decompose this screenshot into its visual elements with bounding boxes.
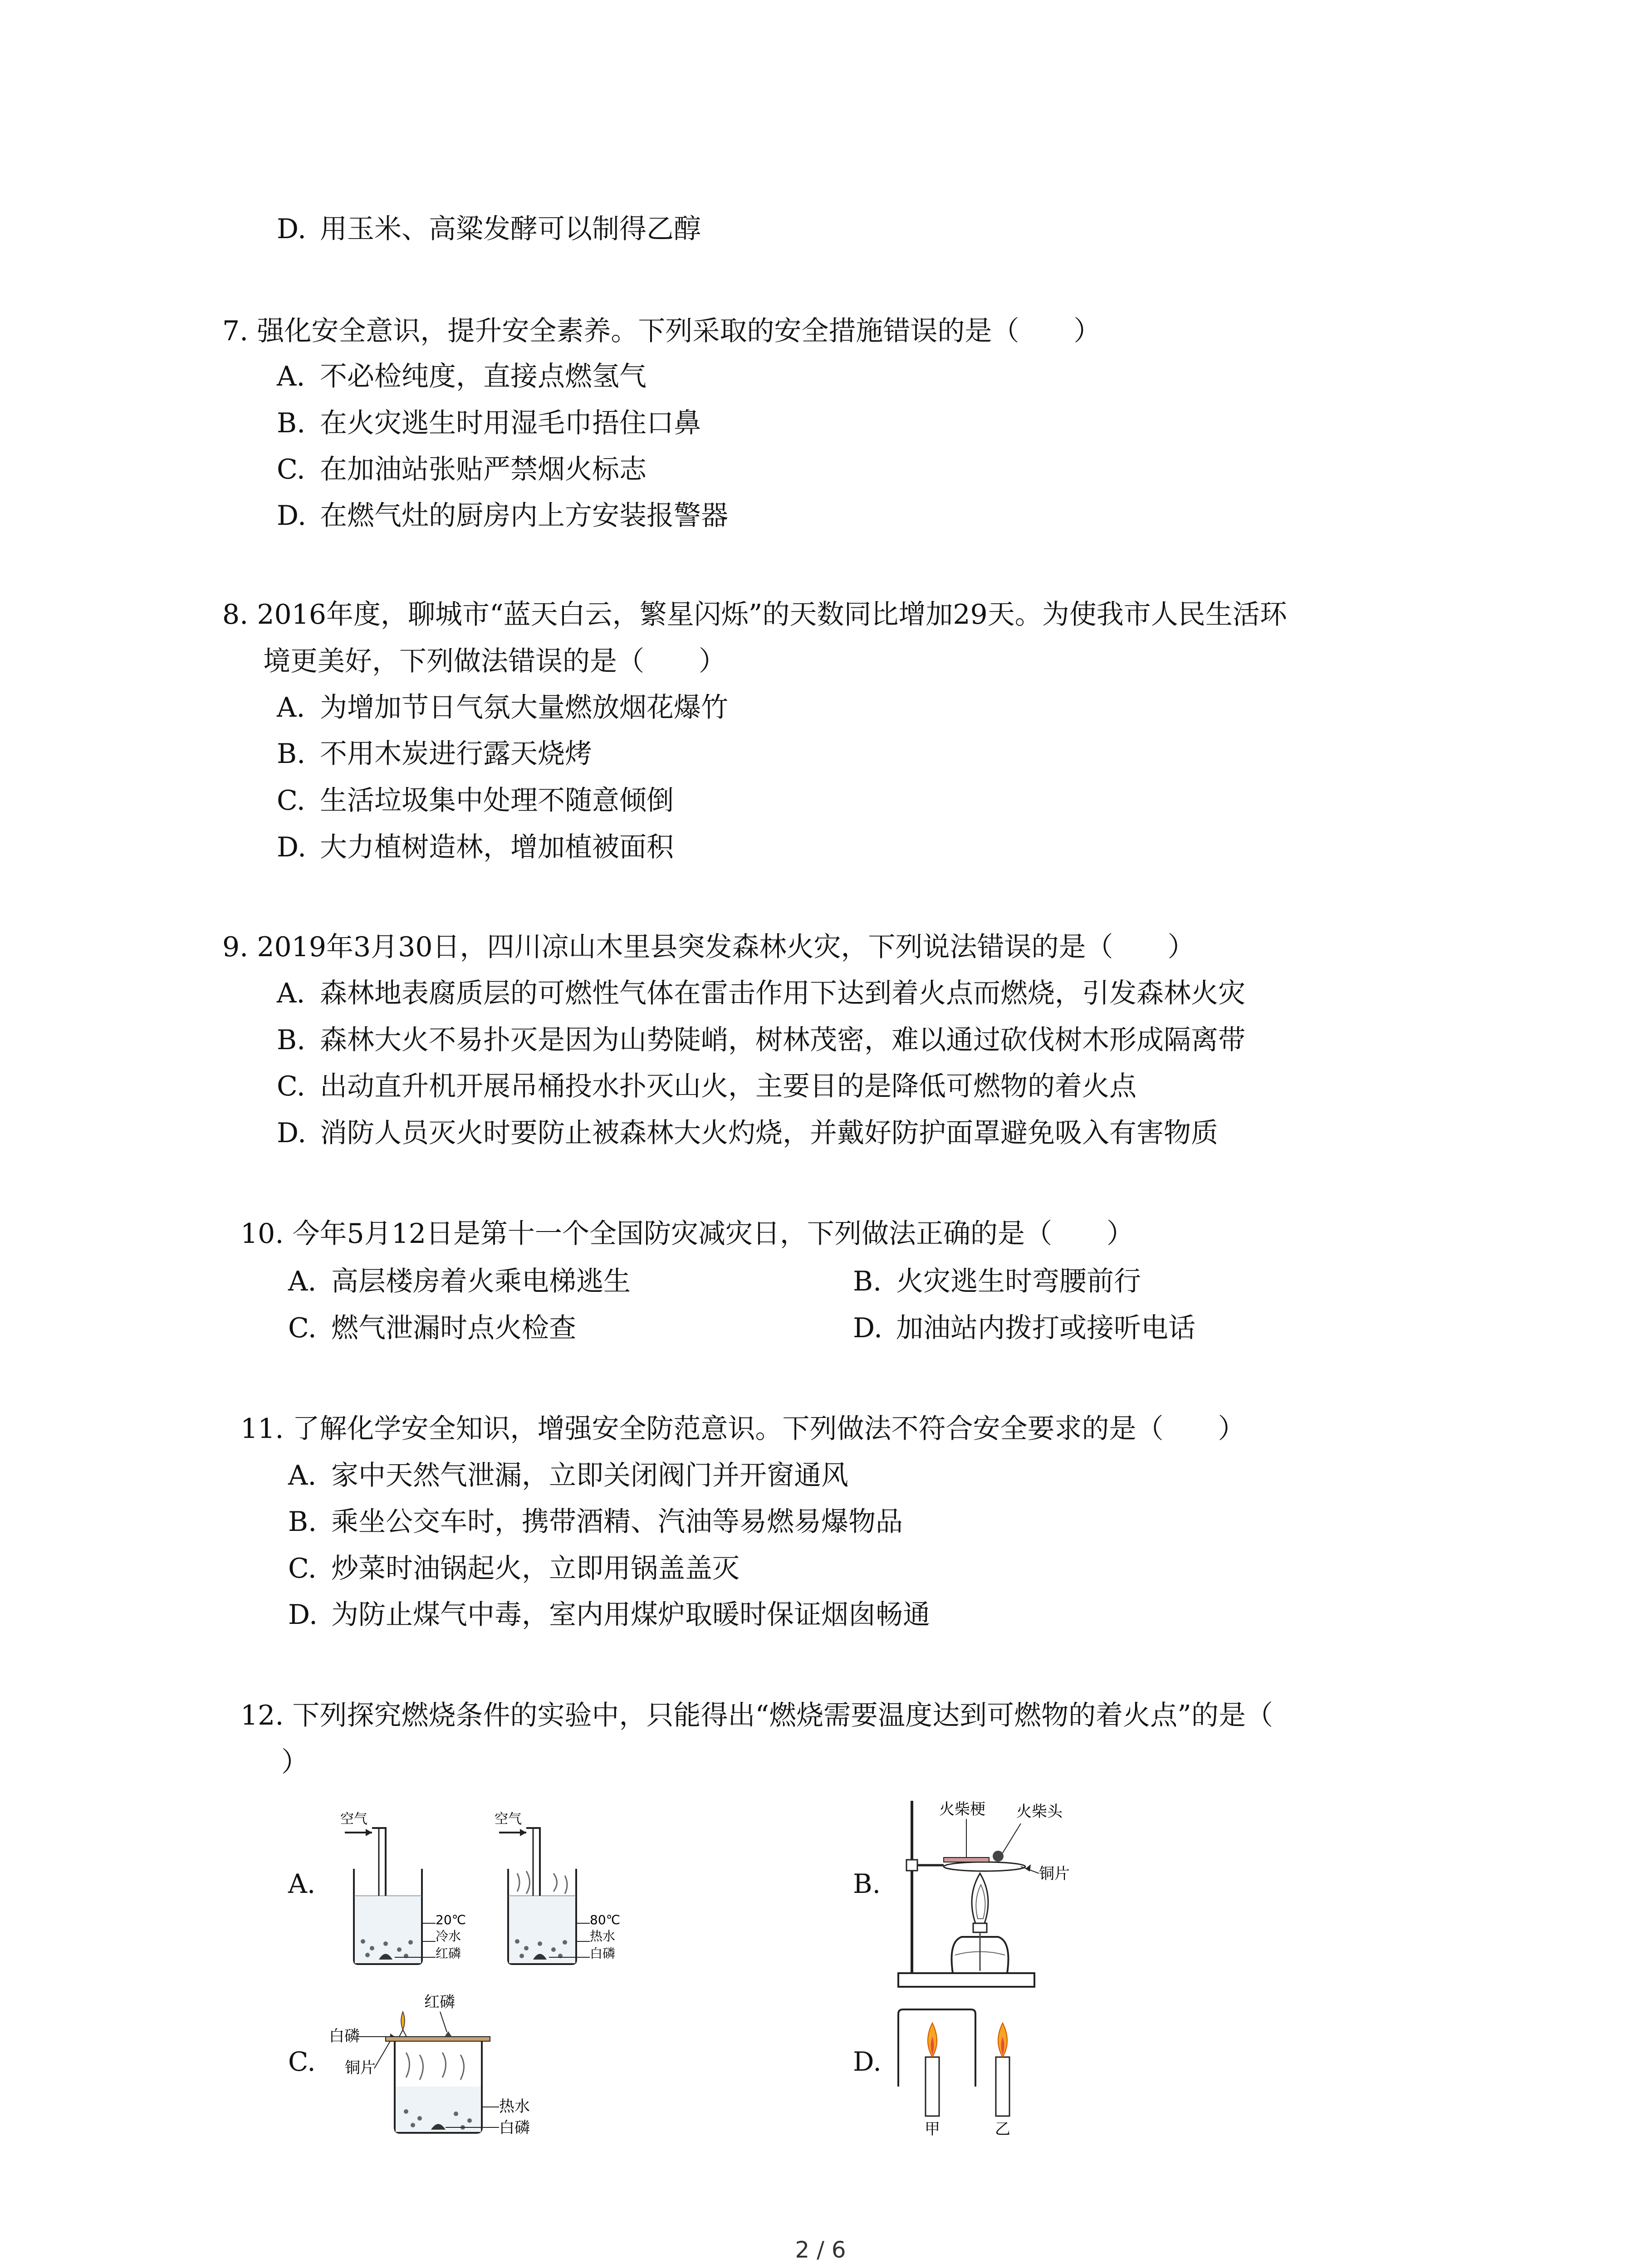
option-letter: A. (277, 692, 305, 723)
q8-option-c (277, 782, 674, 819)
water-label-1: 冷水 (436, 1929, 461, 1944)
q8-stem-line1: 8. 2016年度，聊城市“蓝天白云，繁星闪烁”的天数同比增加29天。为使我市人民生活环 (222, 599, 1287, 631)
hot-water-label-c: 热水 (499, 2097, 530, 2116)
option-letter: B. (853, 1266, 882, 1297)
q10-stem: 10. 今年5月12日是第十一个全国防灾减灾日，下列做法正确的是（ ） (240, 1218, 1134, 1250)
q11-stem: 11. 了解化学安全知识，增强安全防范意识。下列做法不符合安全要求的是（ ） (240, 1413, 1245, 1445)
option-text: 在燃气灶的厨房内上方安装报警器 (320, 500, 728, 532)
option-text: 为增加节日气氛大量燃放烟花爆竹 (320, 692, 728, 723)
option-text: 加油站内拨打或接听电话 (896, 1312, 1195, 1344)
q10-option-b (853, 1263, 1141, 1300)
q9-option-d (277, 1115, 1218, 1151)
candle-yi-label: 乙 (995, 2120, 1010, 2136)
option-text: 在火灾逃生时用湿毛巾捂住口鼻 (320, 407, 701, 439)
q8-stem-line2: 境更美好，下列做法错误的是（ ） (263, 645, 726, 677)
phosphorus-label-1: 红磷 (436, 1946, 461, 1961)
option-letter: C. (277, 785, 305, 816)
air-label-1: 空气 (340, 1811, 367, 1827)
option-letter: C. (277, 1070, 305, 1102)
option-letter: D. (277, 213, 307, 245)
option-letter: A. (288, 1266, 317, 1297)
temp-label-1: 20℃ (436, 1912, 466, 1927)
option-text: 不用木炭进行露天烧烤 (320, 738, 592, 770)
q8-option-a (277, 689, 728, 726)
option-letter: D. (853, 1312, 883, 1344)
option-text: 火灾逃生时弯腰前行 (896, 1266, 1141, 1297)
match-stick-label: 火柴梗 (939, 1800, 985, 1818)
option-text: 炒菜时油锅起火，立即用锅盖盖灭 (331, 1553, 740, 1584)
q9-option-c (277, 1068, 1136, 1105)
option-letter: A. (277, 978, 305, 1009)
option-letter: D. (277, 1117, 307, 1149)
copper-plate-label-c: 铜片 (345, 2059, 376, 2077)
q9-option-b (277, 1022, 1245, 1058)
q12-fig-b-letter: B. (853, 1868, 881, 1899)
option-letter: A. (288, 1460, 317, 1491)
option-letter: D. (288, 1599, 318, 1631)
option-letter: C. (288, 1312, 317, 1344)
q12-stem-line1: 12. 下列探究燃烧条件的实验中，只能得出“燃烧需要温度达到可燃物的着火点”的是（ (240, 1700, 1273, 1731)
q9-stem: 9. 2019年3月30日，四川凉山木里县突发森林火灾，下列说法错误的是（ ） (222, 931, 1195, 963)
q12-fig-b-diagram (889, 1792, 1143, 1991)
q10-option-c (288, 1310, 576, 1346)
q10-option-a (288, 1263, 631, 1300)
option-letter: D. (277, 831, 307, 863)
page-number: 2 / 6 (795, 2237, 846, 2263)
white-phosphorus-bottom-label: 白磷 (499, 2119, 530, 2137)
option-letter: C. (288, 1553, 317, 1584)
option-letter: B. (277, 738, 306, 770)
copper-plate-label: 铜片 (1039, 1865, 1070, 1883)
q7-option-c (277, 451, 647, 488)
option-text: 大力植树造林，增加植被面积 (320, 831, 674, 863)
q8-option-b (277, 736, 592, 772)
option-text: 家中天然气泄漏，立即关闭阀门并开窗通风 (331, 1460, 848, 1491)
q6-option-d (277, 211, 701, 247)
option-text: 乘坐公交车时，携带酒精、汽油等易燃易爆物品 (331, 1506, 903, 1538)
option-letter: B. (288, 1506, 317, 1538)
match-head-label: 火柴头 (1016, 1803, 1063, 1821)
option-letter: A. (277, 361, 305, 392)
option-text: 不必检纯度，直接点燃氢气 (320, 361, 647, 392)
option-text: 森林地表腐质层的可燃性气体在雷击作用下达到着火点而燃烧，引发森林火灾 (320, 978, 1245, 1009)
q11-option-c (288, 1550, 740, 1587)
option-letter: D. (277, 500, 307, 532)
q8-option-d (277, 829, 674, 865)
q7-option-a (277, 358, 647, 395)
option-letter: B. (277, 1024, 306, 1056)
option-text: 生活垃圾集中处理不随意倾倒 (320, 785, 674, 816)
q12-fig-d-diagram (889, 2005, 1053, 2136)
q7-option-b (277, 405, 701, 441)
option-text: 高层楼房着火乘电梯逃生 (331, 1266, 631, 1297)
option-text: 燃气泄漏时点火检查 (331, 1312, 576, 1344)
q12-fig-c-diagram (327, 1991, 554, 2141)
red-phosphorus-label: 红磷 (424, 1993, 455, 2011)
option-letter: B. (277, 407, 306, 439)
q7-option-d (277, 498, 728, 534)
option-text: 在加油站张贴严禁烟火标志 (320, 454, 647, 485)
q12-fig-a-diagram (327, 1805, 662, 1973)
white-phosphorus-top-label: 白磷 (329, 2027, 360, 2045)
q11-option-b (288, 1504, 903, 1540)
q9-option-a (277, 975, 1245, 1012)
option-text: 为防止煤气中毒，室内用煤炉取暖时保证烟囱畅通 (331, 1599, 930, 1631)
water-label-2: 热水 (590, 1929, 616, 1944)
q10-option-d (853, 1310, 1195, 1346)
q7-stem: 7. 强化安全意识，提升安全素养。下列采取的安全措施错误的是（ ） (222, 315, 1101, 347)
q11-option-d (288, 1597, 930, 1633)
option-text: 出动直升机开展吊桶投水扑灭山火，主要目的是降低可燃物的着火点 (320, 1070, 1136, 1102)
phosphorus-label-2: 白磷 (590, 1946, 616, 1961)
option-letter: C. (277, 454, 305, 485)
q12-fig-c-letter: C. (288, 2046, 316, 2077)
temp-label-2: 80℃ (590, 1912, 621, 1927)
candle-jia-label: 甲 (925, 2120, 940, 2136)
q12-fig-d-letter: D. (853, 2046, 882, 2077)
option-text: 森林大火不易扑灭是因为山势陡峭，树林茂密，难以通过砍伐树木形成隔离带 (320, 1024, 1245, 1056)
air-label-2: 空气 (495, 1811, 522, 1827)
option-text: 消防人员灭火时要防止被森林大火灼烧，并戴好防护面罩避免吸入有害物质 (320, 1117, 1218, 1149)
q12-stem-line2: ） (281, 1746, 309, 1778)
q12-fig-a-letter: A. (288, 1868, 316, 1899)
q11-option-a (288, 1457, 848, 1494)
option-text: 用玉米、高粱发酵可以制得乙醇 (320, 213, 701, 245)
